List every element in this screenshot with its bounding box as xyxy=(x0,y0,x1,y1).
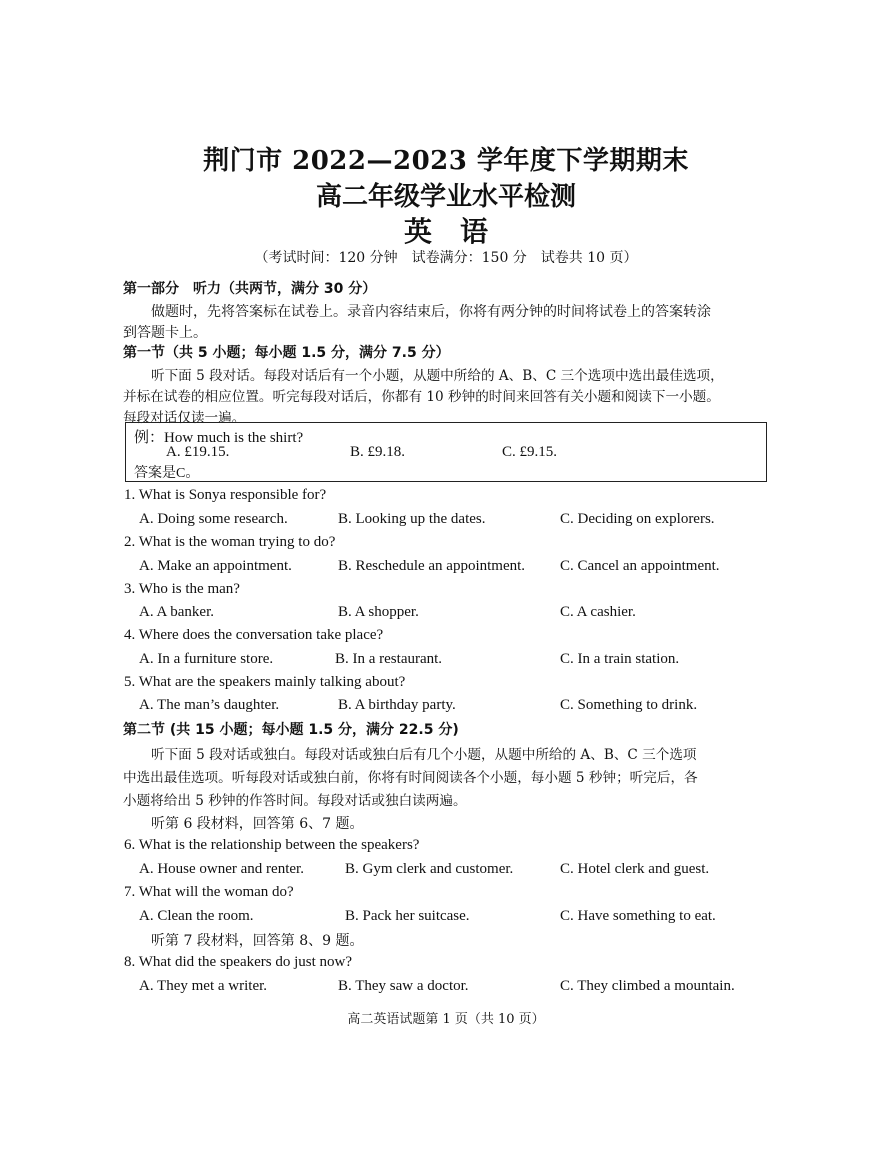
part1-instruction-2: 到答题卡上。 xyxy=(123,325,207,341)
example-option-c: C. £9.15. xyxy=(502,444,558,460)
question-1: 1. What is Sonya responsible for? xyxy=(124,487,327,503)
title-line-2: 高二年级学业水平检测 xyxy=(315,182,576,212)
question-2: 2. What is the woman trying to do? xyxy=(124,534,336,550)
part1-instruction-1: 做题时，先将答案标在试卷上。录音内容结束后，你将有两分钟的时间将试卷上的答案转涂 xyxy=(151,304,711,320)
subject-title: 英语 xyxy=(403,215,516,248)
q7-option-b: B. Pack her suitcase. xyxy=(345,908,470,924)
example-option-a: A. £19.15. xyxy=(166,444,230,460)
question-5: 5. What are the speakers mainly talking about? xyxy=(124,674,406,690)
part1-heading: 第一部分 听力（共两节，满分 30 分） xyxy=(123,281,377,297)
q5-option-b: B. A birthday party. xyxy=(338,697,456,713)
q7-option-c: C. Have something to eat. xyxy=(560,908,716,924)
q2-option-a: A. Make an appointment. xyxy=(139,558,292,574)
q8-option-a: A. They met a writer. xyxy=(139,978,268,994)
example-option-b: B. £9.18. xyxy=(350,444,406,460)
page-footer: 高二英语试题第 1 页（共 10 页） xyxy=(347,1012,545,1027)
q2-option-c: C. Cancel an appointment. xyxy=(560,558,720,574)
q3-option-a: A. A banker. xyxy=(139,604,214,620)
example-box xyxy=(125,422,767,482)
q6-option-a: A. House owner and renter. xyxy=(139,861,304,877)
section1-instruction-1: 听下面 5 段对话。每段对话后有一个小题，从题中所给的 A、B、C 三个选项中选出最佳选项， xyxy=(151,368,724,384)
q1-option-a: A. Doing some research. xyxy=(139,511,288,527)
section1-instruction-3: 每段对话仅读一遍。 xyxy=(123,410,246,426)
q4-option-a: A. In a furniture store. xyxy=(139,651,274,667)
material-6-note: 听第 6 段材料，回答第 6、7 题。 xyxy=(151,816,364,832)
q8-option-c: C. They climbed a mountain. xyxy=(560,978,735,994)
q8-option-b: B. They saw a doctor. xyxy=(338,978,469,994)
q4-option-c: C. In a train station. xyxy=(560,651,680,667)
question-8: 8. What did the speakers do just now? xyxy=(124,954,353,970)
q5-option-a: A. The man’s daughter. xyxy=(139,697,280,713)
q3-option-b: B. A shopper. xyxy=(338,604,419,620)
question-4: 4. Where does the conversation take place? xyxy=(124,627,384,643)
q5-option-c: C. Something to drink. xyxy=(560,697,698,713)
q6-option-c: C. Hotel clerk and guest. xyxy=(560,861,710,877)
section2-heading: 第二节 (共 15 小题；每小题 1.5 分，满分 22.5 分) xyxy=(123,722,459,738)
q2-option-b: B. Reschedule an appointment. xyxy=(338,558,526,574)
q3-option-c: C. A cashier. xyxy=(560,604,636,620)
example-question: 例：How much is the shirt? xyxy=(134,430,304,446)
title-line-1: 荆门市 2022—2023 学年度下学期期末 xyxy=(203,146,689,176)
question-3: 3. Who is the man? xyxy=(124,581,240,597)
section1-instruction-2: 并标在试卷的相应位置。听完每段对话后，你都有 10 秒钟的时间来回答有关小题和阅读下一小题。 xyxy=(123,389,720,405)
section1-heading: 第一节（共 5 小题；每小题 1.5 分，满分 7.5 分） xyxy=(123,345,450,361)
section2-instruction-1: 听下面 5 段对话或独白。每段对话或独白后有几个小题，从题中所给的 A、B、C 三个选项 xyxy=(151,747,697,763)
q1-option-c: C. Deciding on explorers. xyxy=(560,511,715,527)
section2-instruction-3: 小题将给出 5 秒钟的作答时间。每段对话或独白读两遍。 xyxy=(123,793,467,809)
question-6: 6. What is the relationship between the speakers? xyxy=(124,837,420,853)
section2-instruction-2: 中选出最佳选项。听每段对话或独白前，你将有时间阅读各个小题，每小题 5 秒钟；听完后，各 xyxy=(123,770,698,786)
material-7-note: 听第 7 段材料，回答第 8、9 题。 xyxy=(151,933,364,949)
exam-info: （考试时间：120 分钟 试卷满分：150 分 试卷共 10 页） xyxy=(254,250,638,266)
q6-option-b: B. Gym clerk and customer. xyxy=(345,861,514,877)
q7-option-a: A. Clean the room. xyxy=(139,908,254,924)
q1-option-b: B. Looking up the dates. xyxy=(338,511,486,527)
question-7: 7. What will the woman do? xyxy=(124,884,294,900)
example-answer: 答案是C。 xyxy=(134,466,200,481)
q4-option-b: B. In a restaurant. xyxy=(335,651,443,667)
